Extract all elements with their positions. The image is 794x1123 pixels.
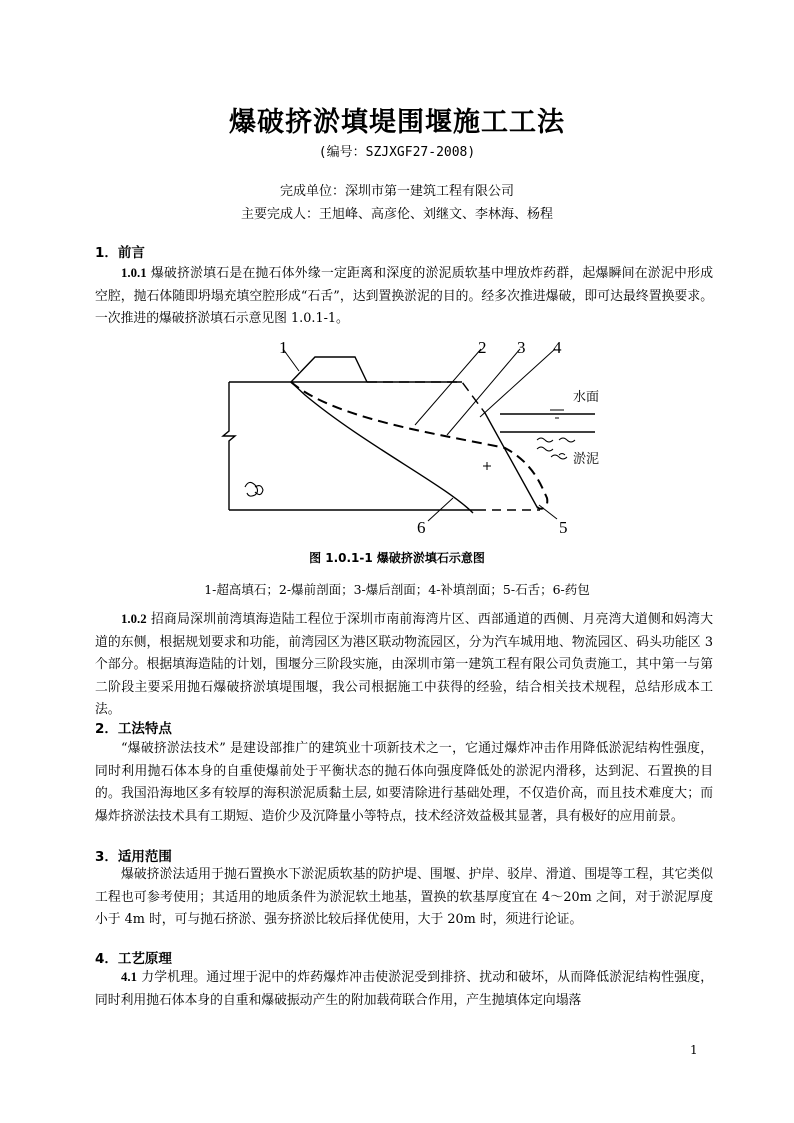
paragraph-text: 爆破挤淤法适用于抛石置换水下淤泥质软基的防护堤、围堰、护岸、驳岸、滑道、围堤等工程，其它类似工程也可参考使用；其适用的地质条件为淤泥软土地基，置换的软基厚度宜在 4～20m 之间，对于淤泥厚度小于 4m 时，可与抛石挤淤、强夯挤淤比较后择优使用，大于 20m 时，须进行论证。 <box>95 867 713 927</box>
mud-wave-symbol <box>537 438 575 459</box>
figure-label-4: 4 <box>553 338 562 357</box>
refill-profile <box>291 382 473 513</box>
paragraph-1-0-2 <box>95 608 713 722</box>
section-3-heading: 3．适用范围 <box>95 849 172 865</box>
paragraph-text: 招商局深圳前湾填海造陆工程位于深圳市南前海湾片区、西部通道的西侧、月亮湾大道侧和妈湾大道的东侧，根据规划要求和功能，前湾园区为港区联动物流园区，分为汽车城用地、物流园区、码头功能区 3 个部分。根据填海造陆的计划，围堰分三阶段实施，由深圳市第一建筑工程有限公司负责施工，其中第一与第二阶段主要采用抛石爆破挤淤填堤围堰，我公司根据施工中获得的经验，结合相关技术规程，总结形成本工法。 <box>95 612 713 717</box>
figure-label-5: 5 <box>559 518 568 537</box>
figure-left-border <box>223 382 235 510</box>
figure-label-water: 水面 <box>573 389 600 404</box>
figure-label-3: 3 <box>517 338 526 357</box>
page-number: 1 <box>690 1043 698 1057</box>
paragraph-text: “爆破挤淤法技术” 是建设部推广的建筑业十项新技术之一，它通过爆炸冲击作用降低淤泥结构性强度，同时利用抛石体本身的自重使爆前处于平衡状态的抛石体向强度降低处的淤泥内滑移，达到泥、石置换的目的。我国沿海地区多有较厚的海积淤泥质黏土层, 如要清除进行基础处理，不仅造价高，而且技术难度大；而爆炸挤淤法技术具有工期短、造价少及沉降量小等特点，技术经济效益极其显著，具有极好的应用前景。 <box>95 741 713 824</box>
section-4-heading: 4．工艺原理 <box>95 951 172 967</box>
paragraph-2-1 <box>95 738 713 828</box>
figure-legend: 1-超高填石；2-爆前剖面；3-爆后剖面；4-补填剖面；5-石舌；6-药包 <box>204 582 590 597</box>
leader-line-2 <box>415 349 481 425</box>
section-2-heading: 2．工法特点 <box>95 721 172 737</box>
figure-label-2: 2 <box>478 338 487 357</box>
charge-symbol <box>245 482 263 496</box>
paragraph-text: 力学机理。通过埋于泥中的炸药爆炸冲击使淤泥受到排挤、扰动和破坏，从而降低淤泥结构性强度，同时利用抛石体本身的自重和爆破振动产生的附加载荷联合作用，产生抛填体定向塌落 <box>95 970 713 1008</box>
superhigh-fill-block <box>291 357 367 382</box>
paragraph-4-1 <box>95 966 713 1012</box>
paragraph-1-0-1 <box>95 262 713 331</box>
leader-line-3 <box>447 349 520 435</box>
section-1-heading: 1．前言 <box>95 245 145 261</box>
stone-tongue-outline <box>485 413 537 507</box>
preblast-profile <box>367 382 485 413</box>
paragraph-number: 4.1 <box>121 970 137 984</box>
document-code: (编号：SZJXGF27-2008) <box>318 145 476 160</box>
plus-marker <box>483 462 491 470</box>
document-title: 爆破挤淤填堤围堰施工工法 <box>229 107 565 138</box>
paragraph-3-1 <box>95 864 713 932</box>
completion-unit: 完成单位：深圳市第一建筑工程有限公司 <box>279 184 514 199</box>
figure-label-1: 1 <box>279 338 288 357</box>
leader-line-5 <box>539 505 557 519</box>
postblast-profile <box>291 382 547 509</box>
paragraph-number: 1.0.1 <box>121 266 147 280</box>
main-contributors: 主要完成人：王旭峰、高彦伦、刘继文、李林海、杨程 <box>240 207 553 222</box>
figure-blast-squeeze-diagram <box>215 335 615 545</box>
figure-label-6: 6 <box>417 518 426 537</box>
figure-caption: 图 1.0.1-1 爆破挤淤填石示意图 <box>309 551 485 565</box>
paragraph-text: 爆破挤淤填石是在抛石体外缘一定距离和深度的淤泥质软基中埋放炸药群，起爆瞬间在淤泥中形成空腔，抛石体随即坍塌充填空腔形成“石舌”，达到置换淤泥的目的。经多次推进爆破，即可达最终置换要求。一次推进的爆破挤淤填石示意见图 1.0.1-1。 <box>95 266 713 326</box>
paragraph-number: 1.0.2 <box>121 612 147 626</box>
figure-label-mud: 淤泥 <box>573 451 600 466</box>
